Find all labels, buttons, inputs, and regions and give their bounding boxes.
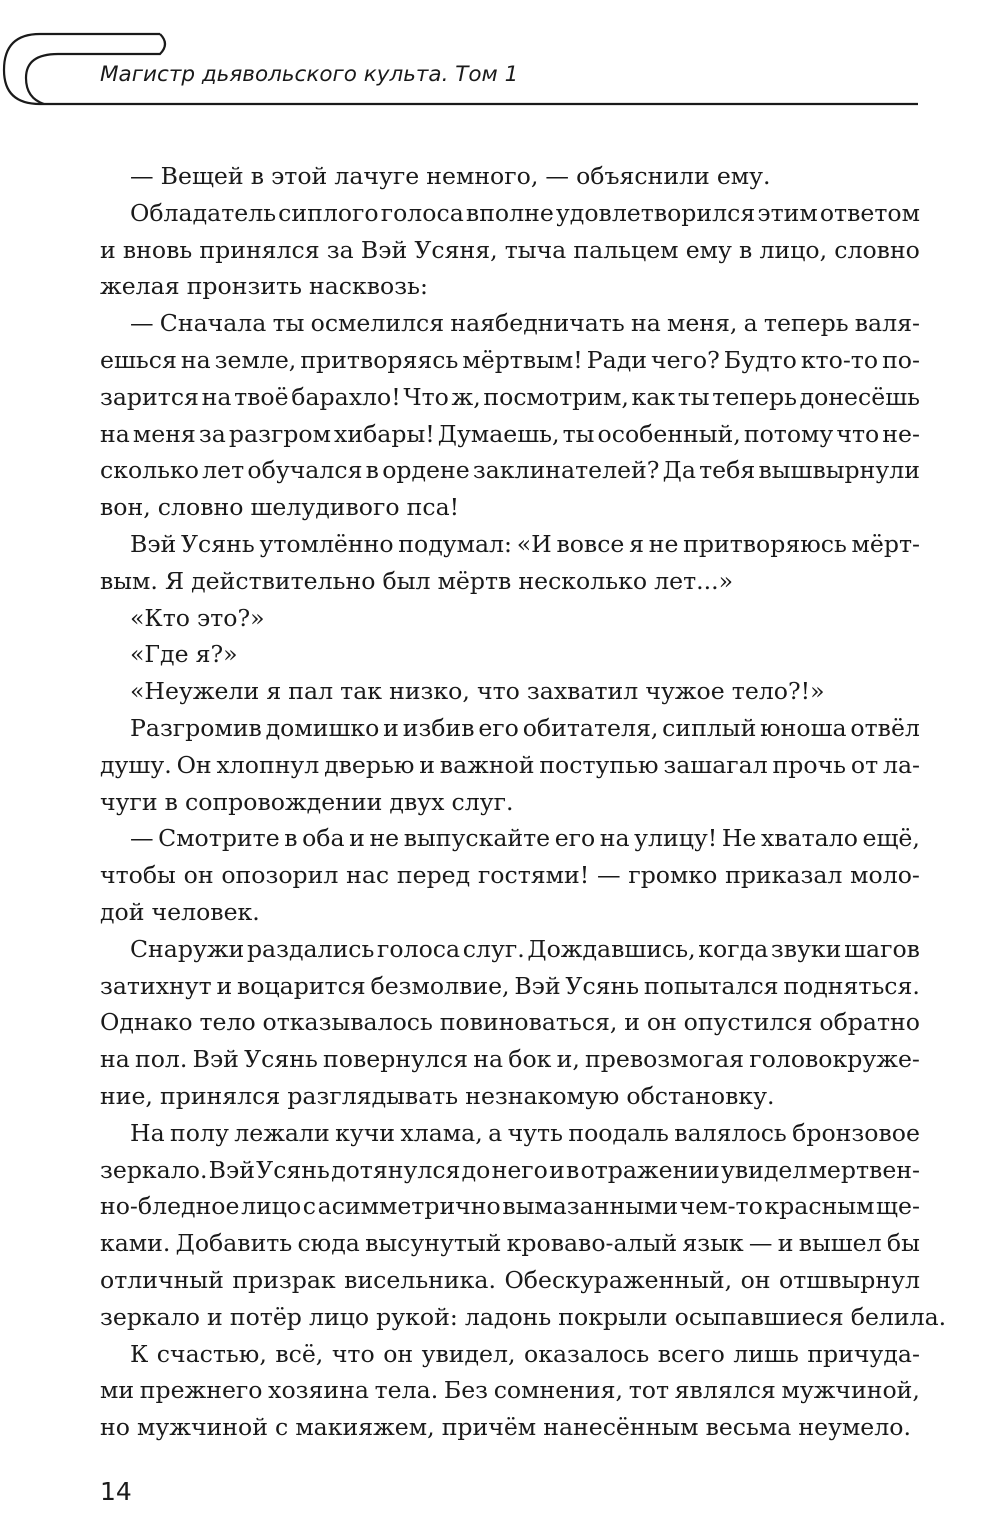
text-line: — Вещей в этой лачуге немного, — объяснили ему. (130, 162, 771, 190)
text-line: зеркало. Вэй Усянь дотянулся до него и в отражении увидел мертвен- (100, 1155, 920, 1184)
text-line: зеркало и потёр лицо рукой: ладонь покрыли осыпавшиеся белила. (100, 1302, 947, 1331)
text-line: ками. Добавить сюда высунутый кроваво-алый язык — и вышел бы (100, 1229, 920, 1258)
paragraph (100, 1115, 947, 1336)
text-line: дой человек. (100, 897, 260, 926)
text-line: «Где я?» (130, 640, 238, 669)
text-line: сколько лет обучался в ордене заклинателей? Да тебя вышвырнули (100, 456, 920, 485)
text-line: ние, принялся разглядывать незнакомую обстановку. (100, 1081, 775, 1110)
paragraph (100, 710, 920, 820)
paragraph (100, 526, 920, 600)
text-line: Вэй Усянь утомлённо подумал: «И вовсе я не притворяюсь мёрт- (130, 529, 920, 558)
body-text (100, 158, 947, 1446)
text-line: желая пронзить насквозь: (100, 272, 428, 301)
text-line: «Кто это?» (130, 603, 265, 632)
text-line: вон, словно шелудивого пса! (100, 493, 460, 522)
text-line: ми прежнего хозяина тела. Без сомнения, тот являлся мужчиной, (100, 1376, 920, 1405)
text-line: на меня за разгром хибары! Думаешь, ты особенный, потому что не- (100, 419, 920, 448)
text-line: но мужчиной с макияжем, причём нанесённым весьма неумело. (100, 1413, 911, 1442)
text-line: «Неужели я пал так низко, что захватил чужое тело?!» (130, 677, 825, 706)
text-line: Обладатель сиплого голоса вполне удовлетворился этим ответом (130, 198, 920, 227)
running-title: Магистр дьявольского культа. Том 1 (100, 62, 519, 87)
text-line: ешься на земле, притворяясь мёртвым! Ради чего? Будто кто-то по- (100, 345, 920, 374)
page-header (0, 0, 1000, 110)
text-line: и вновь принялся за Вэй Усяня, тыча пальцем ему в лицо, словно (100, 235, 920, 264)
paragraph (100, 820, 920, 930)
text-line: отличный призрак висельника. Обескураженный, он отшвырнул (100, 1265, 920, 1294)
text-line: зарится на твоё барахло! Что ж, посмотрим, как ты теперь донесёшь (100, 382, 920, 411)
text-line: Разгромив домишко и избив его обитателя, сиплый юноша отвёл (130, 713, 920, 742)
text-line: вым. Я действительно был мёртв несколько лет...» (100, 566, 734, 595)
text-line: душу. Он хлопнул дверью и важной поступью зашагал прочь от ла- (100, 750, 920, 779)
text-line: — Смотрите в оба и не выпускайте его на улицу! Не хватало ещё, (130, 824, 920, 853)
paragraph (100, 158, 920, 195)
page-number: 14 (100, 1477, 132, 1506)
text-line: К счастью, всё, что он увидел, оказалось всего лишь причуда- (130, 1339, 920, 1368)
text-line: но-бледное лицо с асимметрично вымазанными чем-то красным ще- (100, 1192, 920, 1221)
paragraph (100, 195, 920, 305)
paragraph (100, 305, 920, 526)
paragraph (100, 673, 920, 710)
text-line: затихнут и воцарится безмолвие, Вэй Усянь попытался подняться. (100, 971, 920, 1000)
text-line: на пол. Вэй Усянь повернулся на бок и, превозмогая головокруже- (100, 1045, 920, 1074)
text-line: Снаружи раздались голоса слуг. Дождавшись, когда звуки шагов (130, 934, 920, 963)
text-line: чтобы он опозорил нас перед гостями! — громко приказал моло- (100, 861, 920, 890)
paragraph (100, 636, 920, 673)
text-line: На полу лежали кучи хлама, а чуть поодаль валялось бронзовое (130, 1118, 920, 1147)
paragraph (100, 600, 920, 637)
paragraph (100, 1336, 920, 1446)
header-ornament-icon (0, 0, 1000, 110)
text-line: — Сначала ты осмелился наябедничать на меня, а теперь валя- (130, 309, 920, 338)
text-line: чуги в сопровождении двух слуг. (100, 787, 514, 816)
paragraph (100, 931, 920, 1115)
text-line: Однако тело отказывалось повиноваться, и он опустился обратно (100, 1008, 920, 1037)
